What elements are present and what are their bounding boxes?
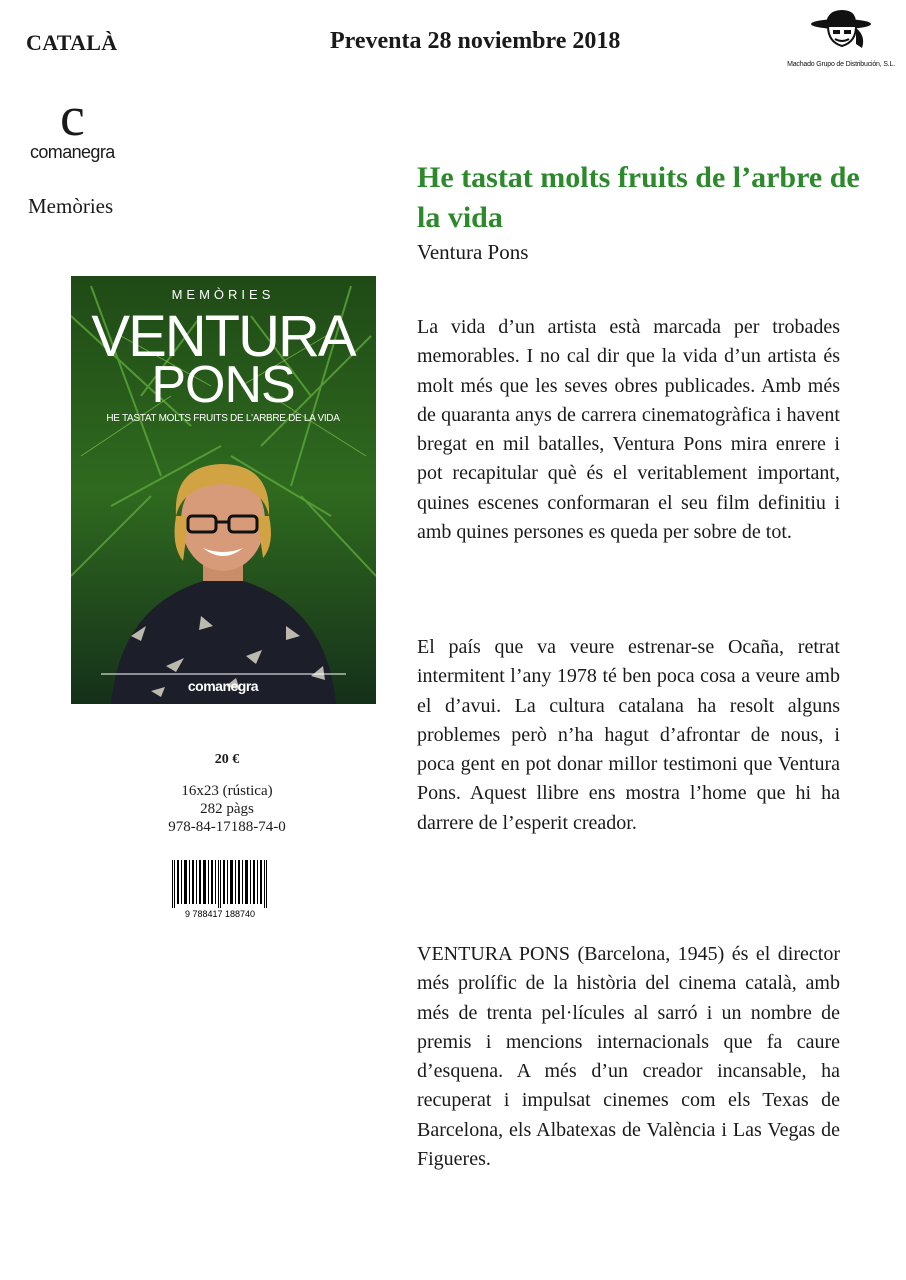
presale-date: Preventa 28 noviembre 2018 [330,28,621,54]
collection-label: Memòries [28,194,114,218]
author-bio: VENTURA PONS (Barcelona, 1945) és el director més prolífic de la història del cinema català, amb més de trenta pel·lícules al sarró i un nombre de premis i mencions internacionals que fa caure d’esquena. A més d’un creador incansable, ha recuperat i impulsat cinemes com els Texas de Barcelona, els Albatexas de València i Las Vegas de Figueres. [417,943,840,1171]
distributor-name: Machado Grupo de Distribución, S.L. [787,61,895,68]
cover-series: MEMÒRIES [171,287,275,302]
language-label: CATALÀ [26,30,118,55]
product-specs [0,782,454,836]
barcode-digits: 9 788417 188740 [184,909,256,918]
book-cover [71,276,376,704]
book-author: Ventura Pons [417,240,529,264]
isbn: 978-84-17188-74-0 [168,819,286,835]
cover-subtitle: HE TASTAT MOLTS FRUITS DE L'ARBRE DE LA VIDA [106,413,340,424]
barcode [162,860,282,918]
page-count: 282 pàgs [200,801,254,817]
distributor-logo [786,6,896,76]
format: 16x23 (rústica) [181,783,273,799]
publisher-name: comanegra [30,142,115,162]
hat-man-icon [806,6,876,56]
cover-author-line2: PONS [151,356,295,414]
publisher-logo-letter: c [60,86,85,148]
cover-author-line1: VENTURA [91,304,355,369]
cover-publisher: comanegra [187,678,259,694]
synopsis-paragraph-2: El país que va veure estrenar-se Ocaña, retrat intermitent l’any 1978 té ben poca cosa a veure amb el d’avui. La cultura catalana ha resolt alguns problemes però n’ha hagut d’afrontar de nous, i poca gent en pot donar millor testimoni que Ventura Pons. Aquest llibre ens mostra l’home que hi ha darrere de l’esperit creador. [417,636,840,834]
publisher-logo [30,86,140,164]
book-title: He tastat molts fruits de l’arbre de la vida [417,161,860,234]
synopsis-paragraph-1: La vida d’un artista està marcada per trobades memorables. I no cal dir que la vida d’un artista és molt més que les seves obres publicades. Amb més de quaranta anys de carrera cinematogràfica i havent bregat en mil batalles, Ventura Pons mira enrere i pot recapitular què és el veritablement important, quines escenes conformaran el seu film definitiu i amb quines persones es queda per sobre de tot. [417,316,840,544]
price: 20 € [214,752,240,767]
